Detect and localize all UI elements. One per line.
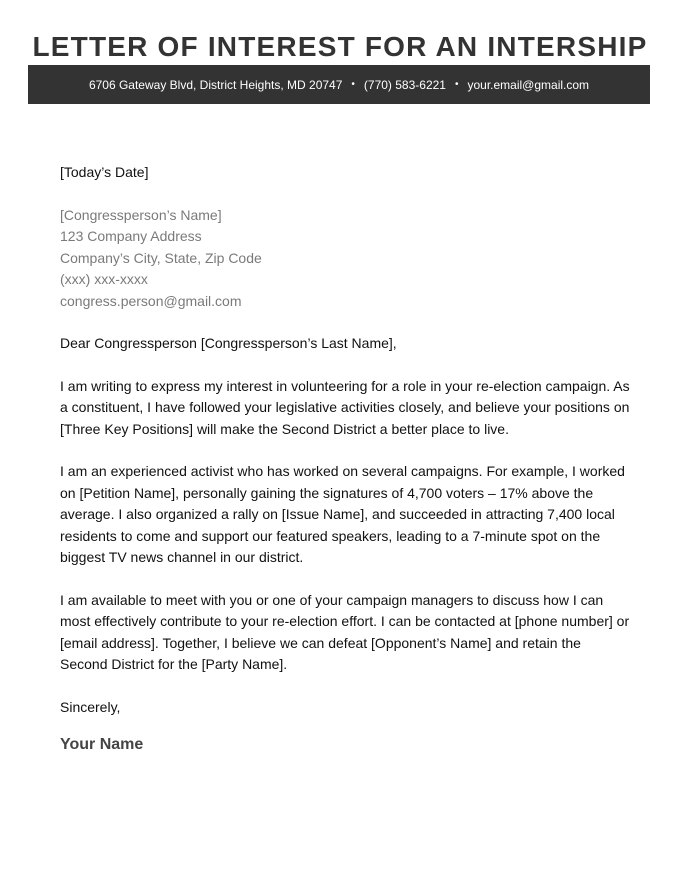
- paragraph-experience: I am an experienced activist who has worked on several campaigns. For example, I worked on [Petition Name], personally gaining the signatures of 4,700 voters – 17% above the average. I also organized a rally on [Issue Name], and succeeded in attracting 7,400 local residents to come and support our featured speakers, leading to a 7-minute spot on the biggest TV news channel in our district.: [60, 463, 625, 565]
- contact-separator: •: [454, 79, 459, 90]
- recipient-block: [60, 205, 630, 313]
- recipient-city: Company’s City, State, Zip Code: [60, 249, 262, 266]
- letter-date: [Today’s Date]: [60, 164, 149, 180]
- recipient-email: congress.person@gmail.com: [60, 292, 242, 309]
- recipient-address: 123 Company Address: [60, 228, 202, 244]
- recipient-phone: (xxx) xxx-xxxx: [60, 271, 148, 287]
- contact-bar: [28, 65, 650, 104]
- contact-separator: •: [351, 79, 355, 90]
- signature-name: Your Name: [60, 736, 144, 753]
- sender-address: 6706 Gateway Blvd, District Heights, MD 20747: [88, 77, 343, 92]
- letter-body: [60, 162, 630, 756]
- salutation: Dear Congressperson [Congressperson’s Last Name],: [60, 335, 397, 351]
- recipient-name: [Congressperson’s Name]: [60, 206, 222, 223]
- paragraph-availability: I am available to meet with you or one of your campaign managers to discuss how I can most effectively contribute to your re-election effort. I can be contacted at [phone number] or [email address]. Together, I believe we can defeat [Opponent’s Name] and retain the Second District for the [Party Name].: [60, 591, 630, 672]
- document-title: LETTER OF INTEREST FOR AN INTERSHIP: [32, 31, 648, 62]
- paragraph-intro: I am writing to express my interest in volunteering for a role in your re-election campaign. As a constituent, I have followed your legislative activities closely, and believe your positions on [Three Key Positions] will make the Second District a better place to live.: [60, 377, 630, 437]
- closing: Sincerely,: [60, 698, 121, 715]
- sender-phone: (770) 583-6221: [363, 77, 446, 92]
- sender-email: your.email@gmail.com: [467, 77, 590, 92]
